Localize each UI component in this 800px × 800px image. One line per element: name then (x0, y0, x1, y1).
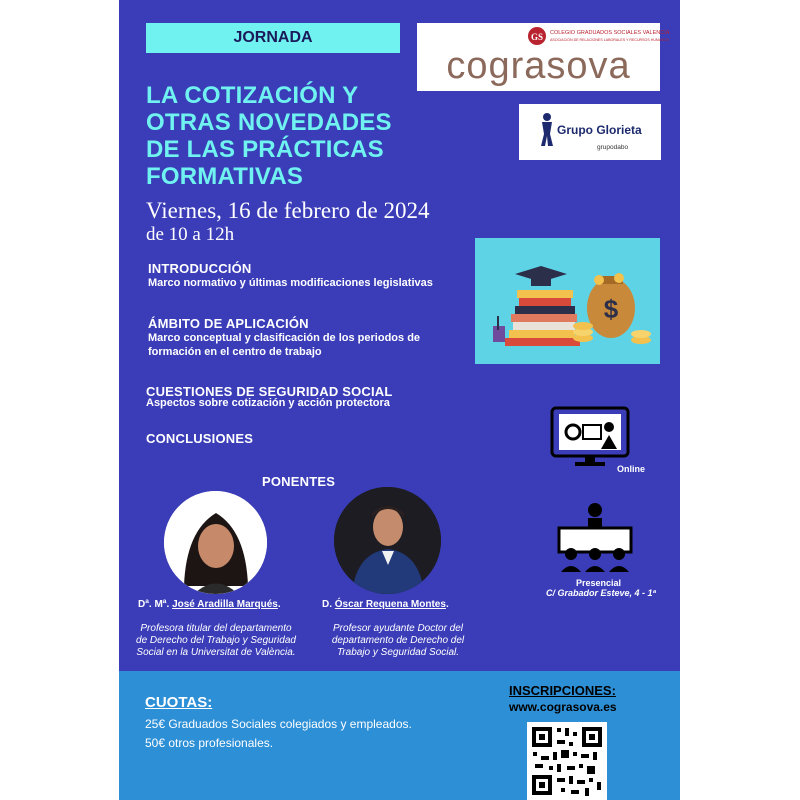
fee-line: 25€ Graduados Sociales colegiados y empleados. (145, 717, 412, 731)
event-poster (119, 0, 680, 800)
title-line: OTRAS NOVEDADES (146, 109, 392, 136)
fee-line: 50€ otros profesionales. (145, 736, 274, 750)
fees-heading: CUOTAS: (145, 694, 213, 711)
figure-icon (539, 112, 555, 148)
section-heading: ÁMBITO DE APLICACIÓN (148, 316, 309, 331)
svg-text:GS: GS (530, 32, 544, 42)
registration-url[interactable]: www.cograsova.es (509, 700, 617, 714)
speakers-heading: PONENTES (262, 474, 336, 489)
speaker-bio: Profesora titular del departamento de Derecho del Trabajo y Seguridad Social en la Universitat de València. (136, 623, 296, 658)
grupodabo-name: grupodabo (597, 144, 629, 151)
event-title (146, 82, 446, 190)
section-heading: CUESTIONES DE SEGURIDAD SOCIAL (146, 384, 393, 399)
event-date: Viernes, 16 de febrero de 2024 (146, 198, 430, 223)
title-line: FORMATIVAS (146, 163, 304, 190)
colegio-subtitle: ASOCIACIÓN DE RELACIONES LABORALES Y RECURSOS HUMANOS (550, 38, 670, 42)
cograsova-logo (417, 23, 670, 91)
section-text: Aspectos sobre cotización y acción protectora (146, 397, 390, 409)
section-text: Marco normativo y últimas modificaciones legislativas (148, 277, 433, 289)
qr-code[interactable] (527, 722, 607, 800)
speaker-bio: Profesor ayudante Doctor del departamento de Derecho del Trabajo y Seguridad Social. (331, 623, 465, 658)
speaker-portrait-icon (164, 491, 267, 594)
section-heading: CONCLUSIONES (146, 431, 254, 446)
books-money-icon (475, 238, 660, 364)
presencial-audience-icon (555, 502, 635, 574)
grupo-glorieta-name: Grupo Glorieta (557, 123, 642, 137)
speaker-photo (334, 487, 441, 594)
online-label: Online (617, 464, 646, 474)
title-line: LA COTIZACIÓN Y (146, 82, 359, 109)
qr-code-icon (527, 722, 607, 800)
online-monitor-icon (549, 405, 631, 467)
grupo-glorieta-logo (519, 104, 661, 160)
section-text: Marco conceptual y clasificación de los periodos de formación en el centro de trabajo (148, 332, 421, 358)
event-hours: de 10 a 12h (146, 224, 235, 245)
event-type-badge: JORNADA (146, 23, 400, 53)
presencial-address: C/ Grabador Esteve, 4 - 1ª (546, 588, 656, 598)
speaker-photo (164, 491, 267, 594)
speaker-name: Dª. Mª. José Aradilla Marqués. (138, 599, 281, 610)
speaker-portrait-icon (334, 487, 441, 594)
speaker-name: D. Óscar Requena Montes. (322, 599, 449, 610)
cograsova-wordmark: cograsova (446, 45, 631, 87)
books-and-money-illustration (475, 238, 660, 364)
svg-text:$: $ (603, 294, 619, 324)
presencial-label: Presencial (576, 578, 622, 588)
registration-heading: INSCRIPCIONES: (509, 683, 616, 698)
colegio-name: COLEGIO GRADUADOS SOCIALES VALENCIA (550, 30, 670, 36)
title-line: DE LAS PRÁCTICAS (146, 136, 384, 163)
section-heading: INTRODUCCIÓN (148, 261, 252, 276)
